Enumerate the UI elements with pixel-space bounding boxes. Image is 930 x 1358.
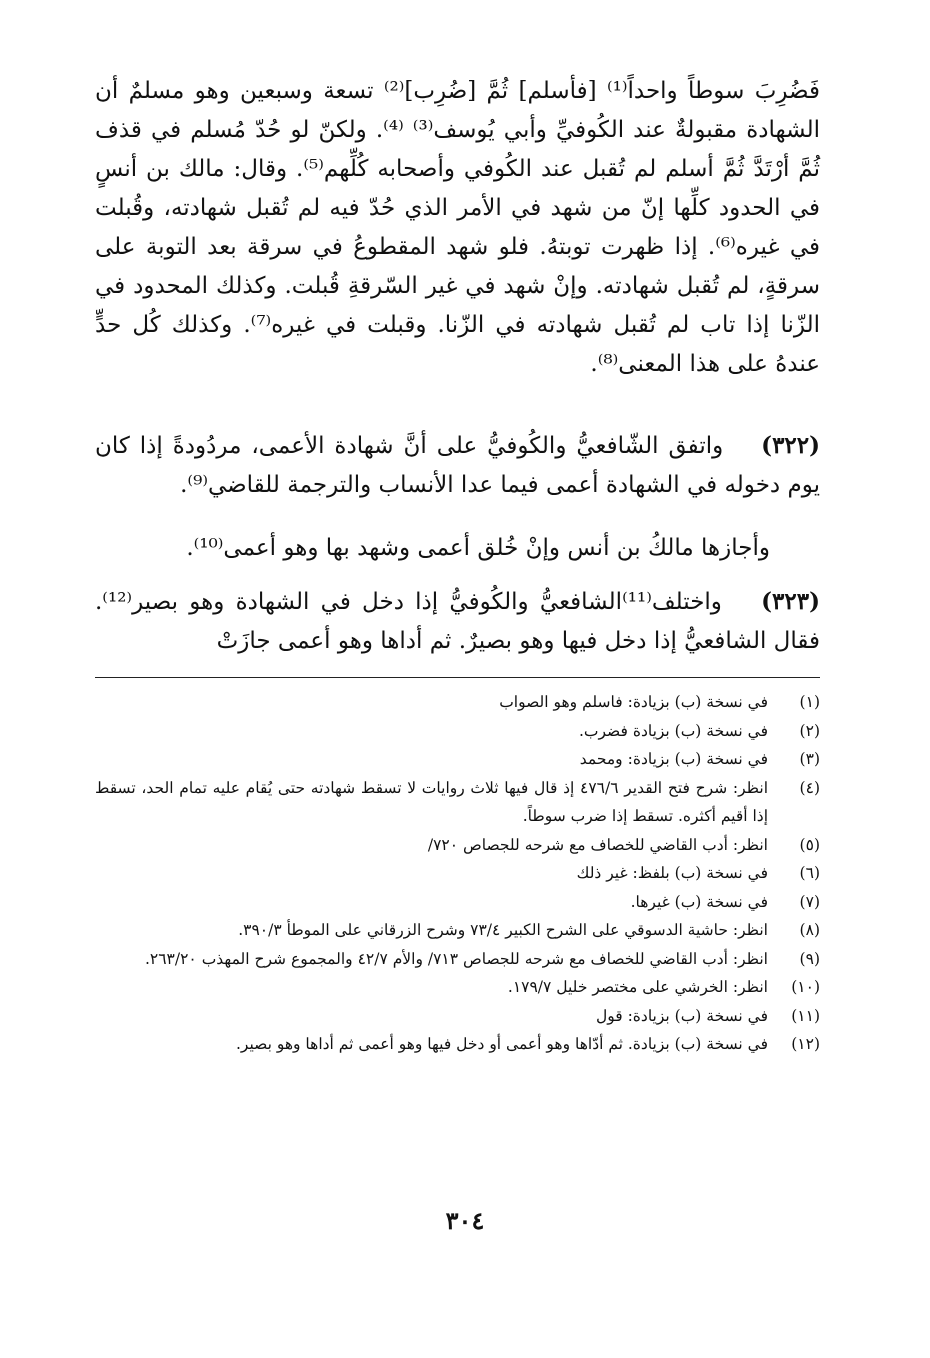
footnote-text: انظر: حاشية الدسوقي على الشرح الكبير ٧٣/٤ وشرح الزرقاني على الموطأ ٣٩٠/٣. [238, 921, 768, 939]
footnote-number: (٢) [799, 721, 820, 740]
footnote-number: (٣) [799, 750, 820, 768]
footnote-text: في نسخة (ب) بزيادة: فاسلم وهو الصواب [499, 693, 768, 711]
footnote-item [95, 888, 820, 917]
page-number: ٣٠٤ [445, 1206, 485, 1235]
section-322-text: واتفق الشّافعيُّ والكُوفيُّ على أنَّ شهادة الأعمى، مردُودةً إذا كان يوم دخوله في الشهادة أعمى فيما عدا الأنساب والترجمة للقاضي⁽⁹⁾. [95, 433, 820, 498]
section-spacer [95, 568, 820, 582]
footnote-item [95, 774, 820, 831]
footnote-number: (٨) [799, 921, 820, 939]
section-322 [95, 426, 820, 505]
footnote-item [95, 745, 820, 774]
footnote-text: انظر: أدب القاضي للخصاف مع شرحه للجصاص ٧١٣/ والأم ٤٢/٧ والمجموع شرح المهذب ٢٦٣/٢٠. [144, 949, 768, 968]
footnote-item [95, 973, 820, 1002]
section-spacer [95, 505, 820, 529]
footnote-divider [95, 677, 820, 678]
section-spacer [95, 384, 820, 426]
footnote-item [95, 916, 820, 945]
footnote-item [95, 859, 820, 888]
footnote-item [95, 688, 820, 717]
section-323-text: واختلف⁽¹¹⁾الشافعيُّ والكُوفيُّ إذا دخل في الشهادة وهو بصير⁽¹²⁾. فقال الشافعيُّ إذا دخل فيها وهو بصيرٌ. ثم أداها وهو أعمى جازَتْ [95, 589, 820, 654]
footnote-text: في نسخة (ب) بزيادة: قول [595, 1006, 768, 1025]
page-content [95, 72, 820, 1059]
footnote-number: (٧) [799, 892, 820, 911]
footnote-item [95, 1002, 820, 1031]
section-number-322: (٣٢٢) [761, 432, 821, 459]
footnotes [95, 688, 820, 1059]
footnote-item [95, 945, 820, 974]
footnote-text: انظر: شرح فتح القدير ٤٧٦/٦ إذ قال فيها ثلاث روايات لا تسقط شهادته حتى يُقام عليه تمام الحد، تسقط إذا أقيم أكثره. تسقط إذا ضرب سوطاً. [95, 778, 769, 825]
footnote-item [95, 831, 820, 860]
footnote-text: في نسخة (ب) بزيادة. ثم أدّاها وهو أعمى أو دخل فيها وهو أعمى ثم أداها وهو بصير. [236, 1035, 768, 1053]
footnote-text: انظر: الخرشي على مختصر خليل ١٧٩/٧. [507, 978, 768, 996]
footnote-item [95, 717, 820, 746]
section-323 [95, 582, 820, 661]
body-paragraph-1: فَضُرِبَ سوطاً واحداً⁽¹⁾ [فأسلم] ثُمَّ [ضُرِب]⁽²⁾ تسعة وسبعين وهو مسلمٌ أن الشهادة مقبولةٌ عند الكُوفيِّ وأبي يُوسف⁽³⁾ ⁽⁴⁾. ولكنّ لو حُدّ مُسلم في قذف ثُمَّ أرْتَدَّ ثُمَّ أسلم لم تُقبل عند الكُوفي وأصحابه كُلِّهم⁽⁵⁾. وقال: مالك بن أنسٍ في الحدود كلِّها إنّ من شهد في الأمر الذي حُدّ فيه لم تُقبل شهادته، وقُبلت في غيره⁽⁶⁾. إذا ظهرت توبتهُ. فلو شهد المقطوعُ في سرقة بعد التوبة على سرقةٍ، لم تُقبل شهادته. وإنْ شهد في غير السّرقةِ قُبلت. وكذلك المحدود في الزّنا إذا تاب لم تُقبل شهادته في الزّنا. وقبلت في غيره⁽⁷⁾. وكذلك كُل حدٍّ عندهُ على هذا المعنى⁽⁸⁾. [95, 78, 821, 377]
footnote-number: (٦) [799, 864, 820, 882]
footnote-text: في نسخة (ب) بلفظ: غير ذلك [576, 864, 768, 882]
footnote-text: انظر: أدب القاضي للخصاف مع شرحه للجصاص ٧٢٠/ [427, 835, 768, 854]
footnote-text: في نسخة (ب) بزيادة: ومحمد [579, 750, 768, 768]
footnote-number: (٤) [799, 778, 820, 797]
footnote-number: (١١) [791, 1006, 820, 1025]
footnote-text: في نسخة (ب) بزيادة فضرب. [578, 721, 768, 740]
malik-paragraph: وأجازها مالكُ بن أنس وإنْ خُلق أعمى وشهد بها وهو أعمى⁽¹⁰⁾. [186, 535, 770, 561]
footnote-item [95, 1030, 820, 1059]
footnote-number: (١٢) [791, 1035, 820, 1053]
footnote-number: (٥) [799, 835, 820, 854]
footnote-number: (١٠) [791, 978, 820, 996]
section-number-323: (٣٢٣) [761, 588, 820, 615]
footnote-number: (١) [799, 693, 820, 711]
footnote-text: في نسخة (ب) غيرها. [630, 892, 768, 911]
footnote-number: (٩) [799, 949, 820, 968]
